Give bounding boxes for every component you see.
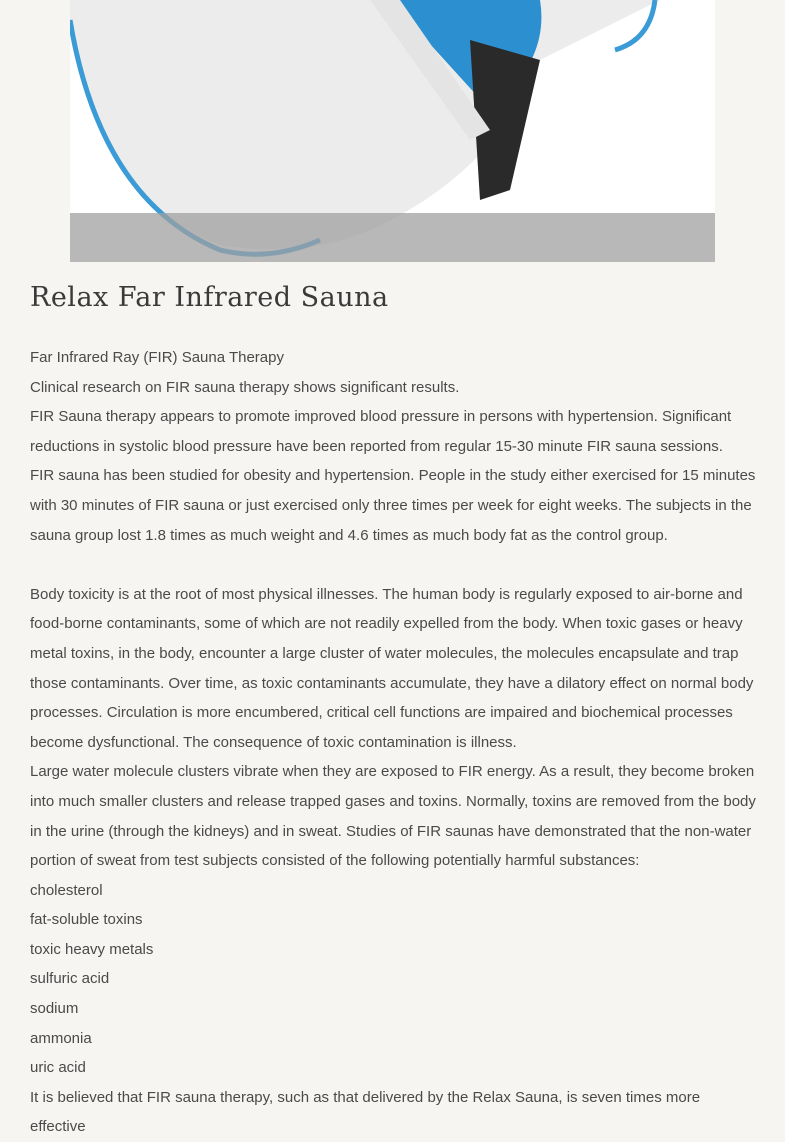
substance-item: sulfuric acid <box>30 970 110 988</box>
paragraph: FIR sauna has been studied for obesity and hypertension. People in the study either exercised for 15 minutes with 30 minutes of FIR sauna or just exercised only three times per week for eight weeks. The subjects in the sauna group lost 1.8 times as much weight and 4.6 times as much body fat as the control group. <box>30 467 756 544</box>
substance-item: uric acid <box>30 1059 86 1077</box>
substance-item: ammonia <box>30 1029 92 1047</box>
image-caption-bar <box>70 213 715 262</box>
paragraph: FIR Sauna therapy appears to promote improved blood pressure in persons with hypertension. Significant reductions in systolic blood pressure have been reported from regular 15-30 minute FIR sauna sessions. <box>30 408 732 455</box>
paragraph: It is believed that FIR sauna therapy, such as that delivered by the Relax Sauna, is seven times more effective <box>30 1088 701 1136</box>
substance-item: sodium <box>30 1000 79 1018</box>
paragraph: Far Infrared Ray (FIR) Sauna Therapy <box>30 349 284 366</box>
paragraph: Body toxicity is at the root of most physical illnesses. The human body is regularly exposed to air-borne and food-borne contaminants, some of which are not readily expelled from the body. When toxic gases or heavy metal toxins, in the body, encounter a large cluster of water molecules, the molecules encapsulate and trap those contaminants. Over time, as toxic contaminants accumulate, they have a dilatory effect on normal body processes. Circulation is more encumbered, critical cell functions are impaired and biochemical processes become dysfunctional. The consequence of toxic contamination is illness. <box>30 585 754 751</box>
substance-item: toxic heavy metals <box>30 940 154 958</box>
article-body <box>30 343 758 1142</box>
spacer <box>30 550 758 580</box>
substance-item: fat-soluble toxins <box>30 911 143 929</box>
paragraph: Large water molecule clusters vibrate when they are exposed to FIR energy. As a result, they become broken into much smaller clusters and release trapped gases and toxins. Normally, toxins are removed from the body in the urine (through the kidneys) and in sweat. Studies of FIR saunas have demonstrated that the non-water portion of sweat from test subjects consisted of the following potentially harmful substances: <box>30 763 756 870</box>
substance-item: cholesterol <box>30 881 103 899</box>
page-title: Relax Far Infrared Sauna <box>30 282 389 313</box>
paragraph: Clinical research on FIR sauna therapy shows significant results. <box>30 378 460 396</box>
product-image <box>70 0 715 262</box>
